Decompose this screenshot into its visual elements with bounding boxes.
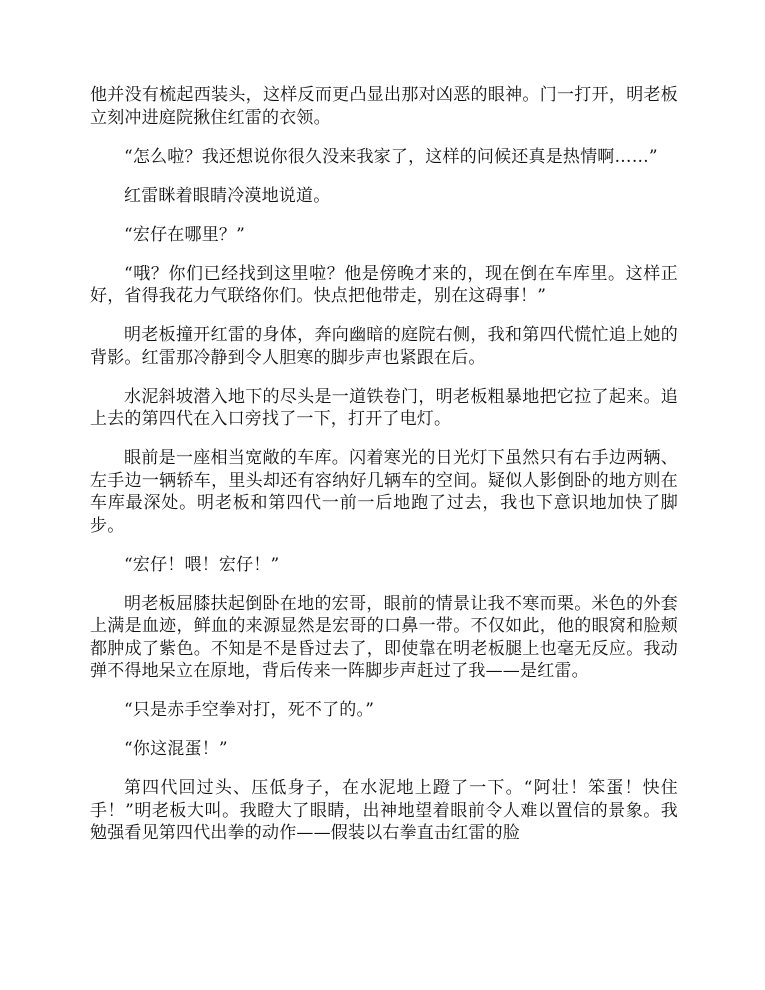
- paragraph: 水泥斜坡潜入地下的尽头是一道铁卷门，明老板粗暴地把它拉了起来。追上去的第四代在入口旁找了一下，打开了电灯。: [90, 386, 678, 429]
- paragraph: 他并没有梳起西装头，这样反而更凸显出那对凶恶的眼神。门一打开，明老板立刻冲进庭院揪住红雷的衣领。: [90, 85, 678, 128]
- paragraph: 明老板屈膝扶起倒卧在地的宏哥，眼前的情景让我不寒而栗。米色的外套上满是血迹，鲜血的来源显然是宏哥的口鼻一带。不仅如此，他的眼窝和脸颊都肿成了紫色。不知是不是昏过去了，即使靠在明老板腿上也毫无反应。我动弹不得地呆立在原地，背后传来一阵脚步声赶过了我——是红雷。: [90, 593, 678, 681]
- paragraph: 明老板撞开红雷的身体，奔向幽暗的庭院右侧，我和第四代慌忙追上她的背影。红雷那冷静到令人胆寒的脚步声也紧跟在后。: [90, 325, 678, 368]
- paragraph: “宏仔！喂！宏仔！”: [124, 554, 280, 575]
- paragraph: “宏仔在哪里？”: [124, 224, 245, 245]
- paragraph: 第四代回过头、压低身子，在水泥地上蹬了一下。“阿壮！笨蛋！快住手！”明老板大叫。我瞪大了眼睛，出神地望着眼前令人难以置信的景象。我勉强看见第四代出拳的动作——假装以右拳直击红雷的脸: [90, 778, 678, 843]
- paragraph: “哦？你们已经找到这里啦？他是傍晚才来的，现在倒在车库里。这样正好，省得我花力气联络你们。快点把他带走，别在这碍事！”: [90, 263, 678, 306]
- page-body: [90, 84, 678, 861]
- paragraph: “你这混蛋！”: [124, 739, 228, 759]
- paragraph: 红雷眯着眼睛冷漠地说道。: [124, 185, 331, 206]
- paragraph: “怎么啦？我还想说你很久没来我家了，这样的问候还真是热情啊……”: [124, 146, 658, 167]
- paragraph: “只是赤手空拳对打，死不了的。”: [124, 700, 375, 720]
- paragraph: 眼前是一座相当宽敞的车库。闪着寒光的日光灯下虽然只有右手边两辆、左手边一辆轿车，里头却还有容纳好几辆车的空间。疑似人影倒卧的地方则在车库最深处。明老板和第四代一前一后地跑了过去，我也下意识地加快了脚步。: [90, 448, 678, 536]
